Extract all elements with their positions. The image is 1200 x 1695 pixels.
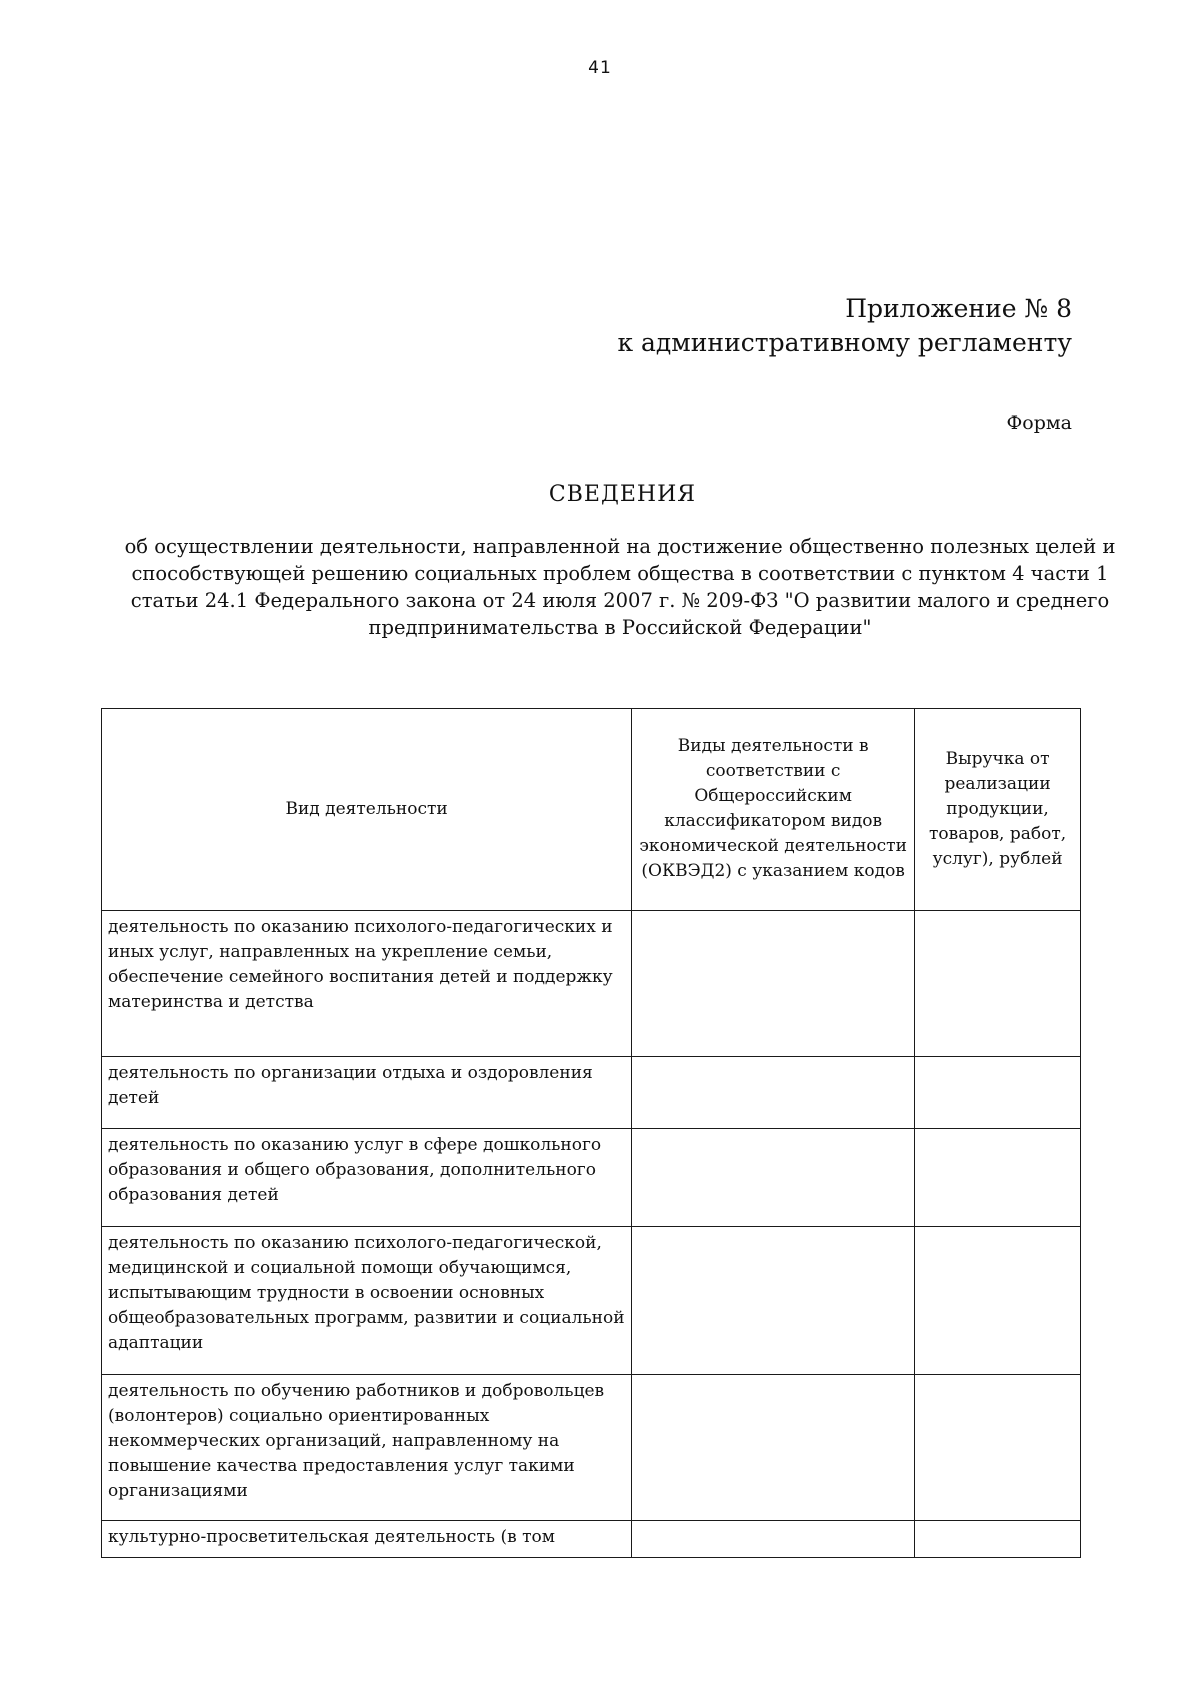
revenue-cell [915,1227,1081,1375]
table-header-row [102,709,1081,911]
okved-cell [632,1521,915,1558]
activity-cell: деятельность по организации отдыха и оздоровления детей [102,1057,632,1129]
table-row [102,1129,1081,1227]
okved-cell [632,1129,915,1227]
activity-cell: культурно-просветительская деятельность (в том [102,1521,632,1558]
appendix-heading [617,292,1072,360]
activity-table [101,708,1081,1558]
revenue-cell [915,1521,1081,1558]
header-revenue: Выручка от реализации продукции, товаров, работ, услуг), рублей [915,709,1081,911]
okved-cell [632,1227,915,1375]
header-activity-type: Вид деятельности [102,709,632,911]
revenue-cell [915,1375,1081,1521]
document-title: СВЕДЕНИЯ [548,482,697,507]
okved-cell [632,911,915,1057]
activity-cell: деятельность по оказанию психолого-педагогических и иных услуг, направленных на укрепление семьи, обеспечение семейного воспитания детей и поддержку материнства и детства [102,911,632,1057]
okved-cell [632,1057,915,1129]
appendix-reference: к административному регламенту [617,328,1072,357]
page-number: 41 [588,58,612,78]
header-okved-codes: Виды деятельности в соответствии с Общероссийским классификатором видов экономической деятельности (ОКВЭД2) с указанием кодов [632,709,915,911]
table-row [102,911,1081,1057]
table-row [102,1375,1081,1521]
revenue-cell [915,1057,1081,1129]
form-label: Форма [1006,412,1072,434]
table-row [102,1521,1081,1558]
activity-cell: деятельность по обучению работников и добровольцев (волонтеров) социально ориентированных некоммерческих организаций, направленному на повышение качества предоставления услуг такими организациями [102,1375,632,1521]
revenue-cell [915,911,1081,1057]
table-row [102,1057,1081,1129]
table-row [102,1227,1081,1375]
revenue-cell [915,1129,1081,1227]
okved-cell [632,1375,915,1521]
document-subtitle: об осуществлении деятельности, направленной на достижение общественно полезных целей и способствующей решению социальных проблем общества в соответствии с пунктом 4 части 1 статьи 24.1 Федерального закона от 24 июля 2007 г. № 209-ФЗ "О развитии малого и среднего предпринимательства в Российской Федерации" [124,535,1116,639]
activity-cell: деятельность по оказанию психолого-педагогической, медицинской и социальной помощи обучающимся, испытывающим трудности в освоении основных общеобразовательных программ, развитии и социальной адаптации [102,1227,632,1375]
appendix-number: Приложение № 8 [845,294,1072,323]
activity-cell: деятельность по оказанию услуг в сфере дошкольного образования и общего образования, дополнительного образования детей [102,1129,632,1227]
